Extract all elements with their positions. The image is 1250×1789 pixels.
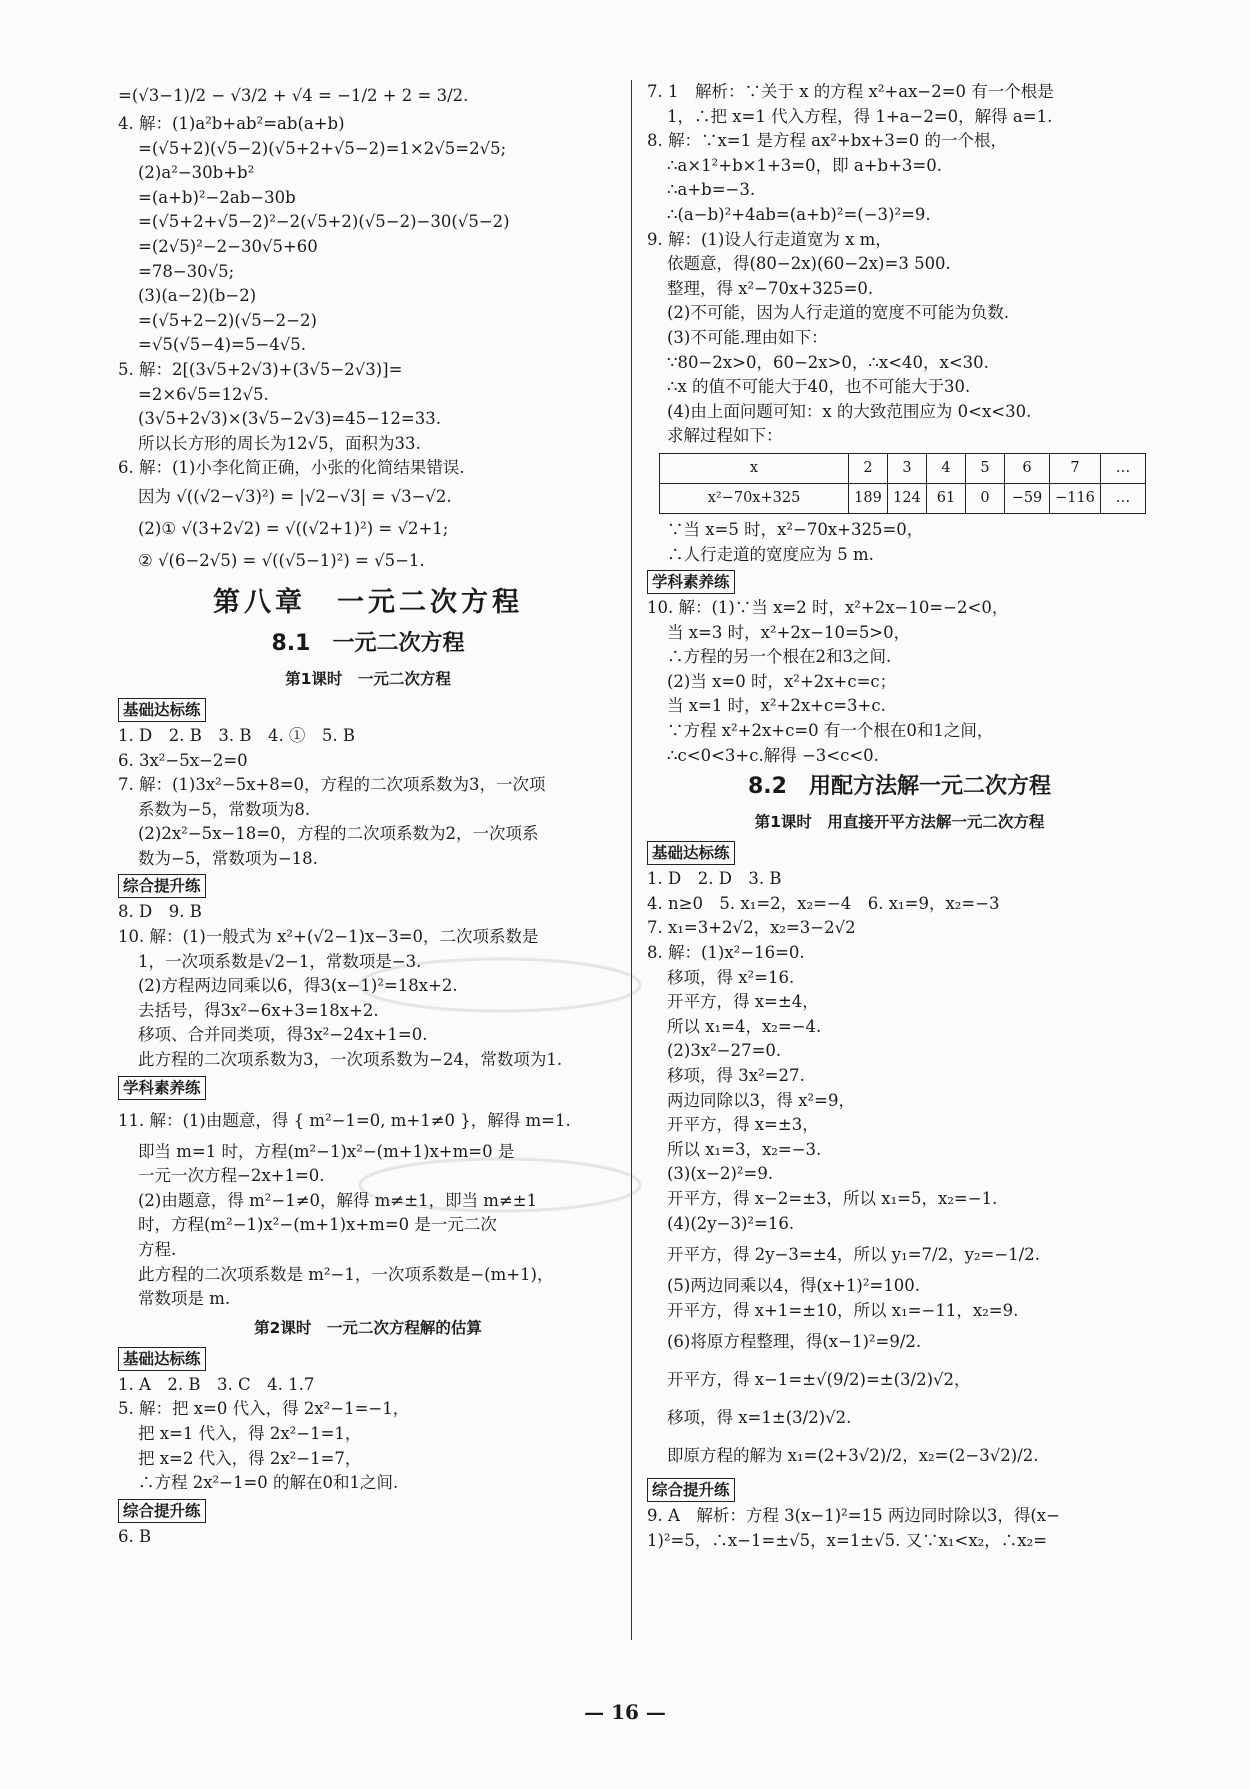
table-cell: x²−70x+325 (660, 483, 849, 513)
section-tag-basic: 基础达标练 (118, 1347, 206, 1371)
text-line: ∴方程的另一个根在2和3之间. (667, 647, 892, 667)
text-line: ∴a×1²+b×1+3=0，即 a+b+3=0. (667, 155, 942, 175)
table-row (660, 483, 1146, 513)
text-line: 10. 解：(1)一般式为 x²+(√2−1)x−3=0，二次项系数是 (118, 927, 539, 947)
text-line: 因为 √((√2−√3)²) = |√2−√3| = √3−√2. (138, 486, 452, 506)
text-line: 开平方，得 x−2=±3，所以 x₁=5，x₂=−1. (667, 1188, 998, 1208)
text-line: 当 x=1 时，x²+2x+c=3+c. (667, 696, 886, 716)
text-line: ∴c<0<3+c.解得 −3<c<0. (667, 745, 879, 765)
text-line: ∴方程 2x²−1=0 的解在0和1之间. (138, 1473, 399, 1493)
text-line: 4. 解：(1)a²b+ab²=ab(a+b) (118, 114, 345, 133)
watermark-graphic (350, 950, 650, 1036)
text-line: 当 x=3 时，x²+2x−10=5>0， (667, 622, 911, 642)
text-line: (2)由题意，得 m²−1≠0，解得 m≠±1，即当 m≠±1 (138, 1190, 538, 1210)
section-tag-comprehensive: 综合提升练 (118, 874, 206, 898)
text-line: (3)(a−2)(b−2) (138, 286, 257, 306)
lesson-title: 第2课时 一元二次方程解的估算 (254, 1318, 482, 1337)
section-tag-literacy: 学科素养练 (118, 1076, 206, 1100)
text-line: 系数为−5，常数项为8. (138, 799, 311, 819)
text-line: (6)将原方程整理，得(x−1)²=9/2. (667, 1332, 922, 1352)
value-table (659, 453, 1146, 514)
text-line: =(a+b)²−2ab−30b (138, 187, 296, 207)
text-line: 开平方，得 x=±4， (667, 992, 819, 1012)
text-line: 开平方，得 x+1=±10，所以 x₁=−11，x₂=9. (667, 1300, 1019, 1320)
text-line: 方程. (138, 1240, 177, 1259)
text-line: 移项，得 x=1±(3/2)√2. (667, 1408, 852, 1428)
text-line: 整理，得 x²−70x+325=0. (667, 278, 874, 298)
section-tag-comprehensive: 综合提升练 (118, 1499, 206, 1523)
table-cell: 6 (1005, 453, 1050, 483)
text-line: =(√5+2)(√5−2)(√5+2+√5−2)=1×2√5=2√5; (138, 138, 507, 158)
text-line: ∵方程 x²+2x+c=0 有一个根在0和1之间， (667, 721, 994, 741)
table-cell: −116 (1050, 483, 1101, 513)
text-line: 11. 解：(1)由题意，得 { m²−1=0, m+1≠0 }，解得 m=1. (118, 1110, 571, 1130)
table-cell: 0 (966, 483, 1005, 513)
text-line: 8. 解：(1)x²−16=0. (647, 943, 805, 963)
text-line: 1. D 2. D 3. B (647, 869, 782, 889)
text-line: 5. 解：把 x=0 代入，得 2x²−1=−1， (118, 1399, 410, 1419)
text-line: 移项、合并同类项，得3x²−24x+1=0. (138, 1025, 428, 1045)
text-line: 即当 m=1 时，方程(m²−1)x²−(m+1)x+m=0 是 (138, 1141, 515, 1161)
section-title: 8.2 用配方法解一元二次方程 (748, 774, 1051, 800)
table-cell: x (660, 453, 849, 483)
text-line: (2)a²−30b+b² (138, 163, 255, 183)
text-line: 9. 解：(1)设人行走道宽为 x m， (647, 229, 892, 249)
text-line: (2)方程两边同乘以6，得3(x−1)²=18x+2. (138, 976, 458, 996)
text-line: =(2√5)²−2−30√5+60 (138, 236, 318, 256)
text-line: 把 x=1 代入，得 2x²−1=1， (138, 1423, 362, 1443)
text-line: 8. 解：∵x=1 是方程 ax²+bx+3=0 的一个根， (647, 131, 1007, 151)
text-line: 7. 1 解析：∵关于 x 的方程 x²+ax−2=0 有一个根是 (647, 82, 1054, 101)
text-line: 6. 3x²−5x−2=0 (118, 750, 248, 770)
lesson-title: 第1课时 用直接开平方法解一元二次方程 (754, 813, 1045, 832)
text-line: 1)²=5，∴x−1=±√5，x=1±√5. 又∵x₁<x₂，∴x₂= (647, 1530, 1048, 1550)
text-line: =√5(√5−4)=5−4√5. (138, 335, 306, 355)
text-line: (2)① √(3+2√2) = √((√2+1)²) = √2+1; (138, 518, 449, 538)
text-line: 所以 x₁=3，x₂=−3. (667, 1139, 822, 1159)
text-line: (5)两边同乘以4，得(x+1)²=100. (667, 1276, 921, 1296)
text-line: (2)当 x=0 时，x²+2x+c=c； (667, 671, 897, 691)
text-line: (3√5+2√3)×(3√5−2√3)=45−12=33. (138, 409, 441, 429)
text-line: ② √(6−2√5) = √((√5−1)²) = √5−1. (138, 550, 425, 570)
text-line: (4)由上面问题可知：x 的大致范围应为 0<x<30. (667, 401, 1032, 421)
text-line: 求解过程如下： (667, 426, 783, 446)
text-line: ∴a+b=−3. (667, 180, 756, 200)
text-line: (3)(x−2)²=9. (667, 1164, 774, 1184)
text-line: 把 x=2 代入，得 2x²−1=7， (138, 1448, 362, 1468)
text-line: 两边同除以3，得 x²=9， (667, 1090, 855, 1110)
table-cell: 3 (888, 453, 927, 483)
table-row (660, 453, 1146, 483)
text-line: ∵当 x=5 时，x²−70x+325=0， (667, 519, 924, 539)
text-line: 7. 解：(1)3x²−5x+8=0，方程的二次项系数为3，一次项 (118, 775, 546, 795)
text-line: 6. B (118, 1526, 152, 1546)
text-line: =(√3−1)/2 − √3/2 + √4 = −1/2 + 2 = 3/2. (118, 86, 469, 105)
right-column (647, 80, 1152, 1554)
text-line: 移项，得 x²=16. (667, 967, 795, 987)
section-tag-comprehensive: 综合提升练 (647, 1478, 735, 1502)
text-line: 1，一次项系数是√2−1，常数项是−3. (138, 951, 422, 971)
text-line: 7. x₁=3+2√2，x₂=3−2√2 (647, 918, 856, 938)
text-line: 数为−5，常数项为−18. (138, 848, 318, 868)
text-line: ∴人行走道的宽度应为 5 m. (667, 544, 874, 564)
text-line: 1. D 2. B 3. B 4. ① 5. B (118, 725, 356, 745)
text-line: 此方程的二次项系数是 m²−1，一次项系数是−(m+1)， (138, 1264, 554, 1284)
text-line: 此方程的二次项系数为3，一次项系数为−24，常数项为1. (138, 1050, 563, 1070)
text-line: (2)不可能，因为人行走道的宽度不可能为负数. (667, 303, 1010, 323)
text-line: 开平方，得 x−1=±√(9/2)=±(3/2)√2， (667, 1370, 971, 1390)
text-line: 移项，得 3x²=27. (667, 1066, 805, 1085)
text-line: 去括号，得3x²−6x+3=18x+2. (138, 1000, 379, 1020)
text-line: 依题意，得(80−2x)(60−2x)=3 500. (667, 254, 951, 274)
section-tag-basic: 基础达标练 (647, 841, 735, 865)
text-line: 10. 解：(1)∵当 x=2 时，x²+2x−10=−2<0， (647, 598, 1009, 618)
text-line: (3)不可能.理由如下： (667, 327, 828, 347)
text-line: ∴(a−b)²+4ab=(a+b)²=(−3)²=9. (667, 204, 931, 224)
table-cell: 2 (849, 453, 888, 483)
text-line: ∴x 的值不可能大于40，也不可能大于30. (667, 377, 971, 397)
table-cell: 4 (927, 453, 966, 483)
table-cell: −59 (1005, 483, 1050, 513)
text-line: 9. A 解析：方程 3(x−1)²=15 两边同时除以3，得(x− (647, 1506, 1060, 1526)
text-line: 开平方，得 2y−3=±4，所以 y₁=7/2，y₂=−1/2. (667, 1245, 1040, 1265)
table-cell: 61 (927, 483, 966, 513)
page-number: — 16 — (584, 1700, 666, 1724)
text-line: 所以 x₁=4，x₂=−4. (667, 1016, 822, 1036)
lesson-title: 第1课时 一元二次方程 (285, 669, 451, 688)
table-cell: 7 (1050, 453, 1101, 483)
text-line: =78−30√5; (138, 261, 235, 281)
text-line: 时，方程(m²−1)x²−(m+1)x+m=0 是一元二次 (138, 1215, 497, 1235)
text-line: ∵80−2x>0，60−2x>0，∴x<40，x<30. (667, 352, 989, 372)
table-cell: … (1101, 483, 1146, 513)
watermark-graphic (350, 1150, 650, 1236)
text-line: =(√5+2−2)(√5−2−2) (138, 310, 317, 330)
text-line: 1. A 2. B 3. C 4. 1.7 (118, 1374, 315, 1394)
table-cell: 5 (966, 453, 1005, 483)
text-line: 6. 解：(1)小李化简正确，小张的化简结果错误. (118, 458, 465, 478)
left-column (118, 80, 618, 1549)
text-line: 开平方，得 x=±3， (667, 1115, 819, 1135)
table-cell: 124 (888, 483, 927, 513)
chapter-title: 第八章 一元二次方程 (213, 586, 523, 618)
text-line: 4. n≥0 5. x₁=2，x₂=−4 6. x₁=9，x₂=−3 (647, 893, 1000, 913)
text-line: 即原方程的解为 x₁=(2+3√2)/2，x₂=(2−3√2)/2. (667, 1446, 1039, 1466)
text-line: (4)(2y−3)²=16. (667, 1213, 795, 1233)
text-line: 8. D 9. B (118, 902, 202, 922)
text-line: (2)3x²−27=0. (667, 1041, 782, 1061)
text-line: =2×6√5=12√5. (138, 384, 269, 404)
text-line: 5. 解：2[(3√5+2√3)+(3√5−2√3)]= (118, 359, 403, 379)
column-divider (631, 80, 632, 1640)
text-line: =(√5+2+√5−2)²−2(√5+2)(√5−2)−30(√5−2) (138, 212, 510, 232)
text-line: 所以长方形的周长为12√5，面积为33. (138, 433, 421, 453)
text-line: 常数项是 m. (138, 1289, 231, 1309)
text-line: 1，∴把 x=1 代入方程，得 1+a−2=0，解得 a=1. (667, 106, 1053, 126)
table-cell: 189 (849, 483, 888, 513)
text-line: (2)2x²−5x−18=0，方程的二次项系数为2，一次项系 (138, 824, 539, 844)
section-tag-basic: 基础达标练 (118, 698, 206, 722)
section-tag-literacy: 学科素养练 (647, 570, 735, 594)
table-cell: … (1101, 453, 1146, 483)
text-line: 一元一次方程−2x+1=0. (138, 1166, 325, 1186)
section-title: 8.1 一元二次方程 (271, 630, 465, 656)
